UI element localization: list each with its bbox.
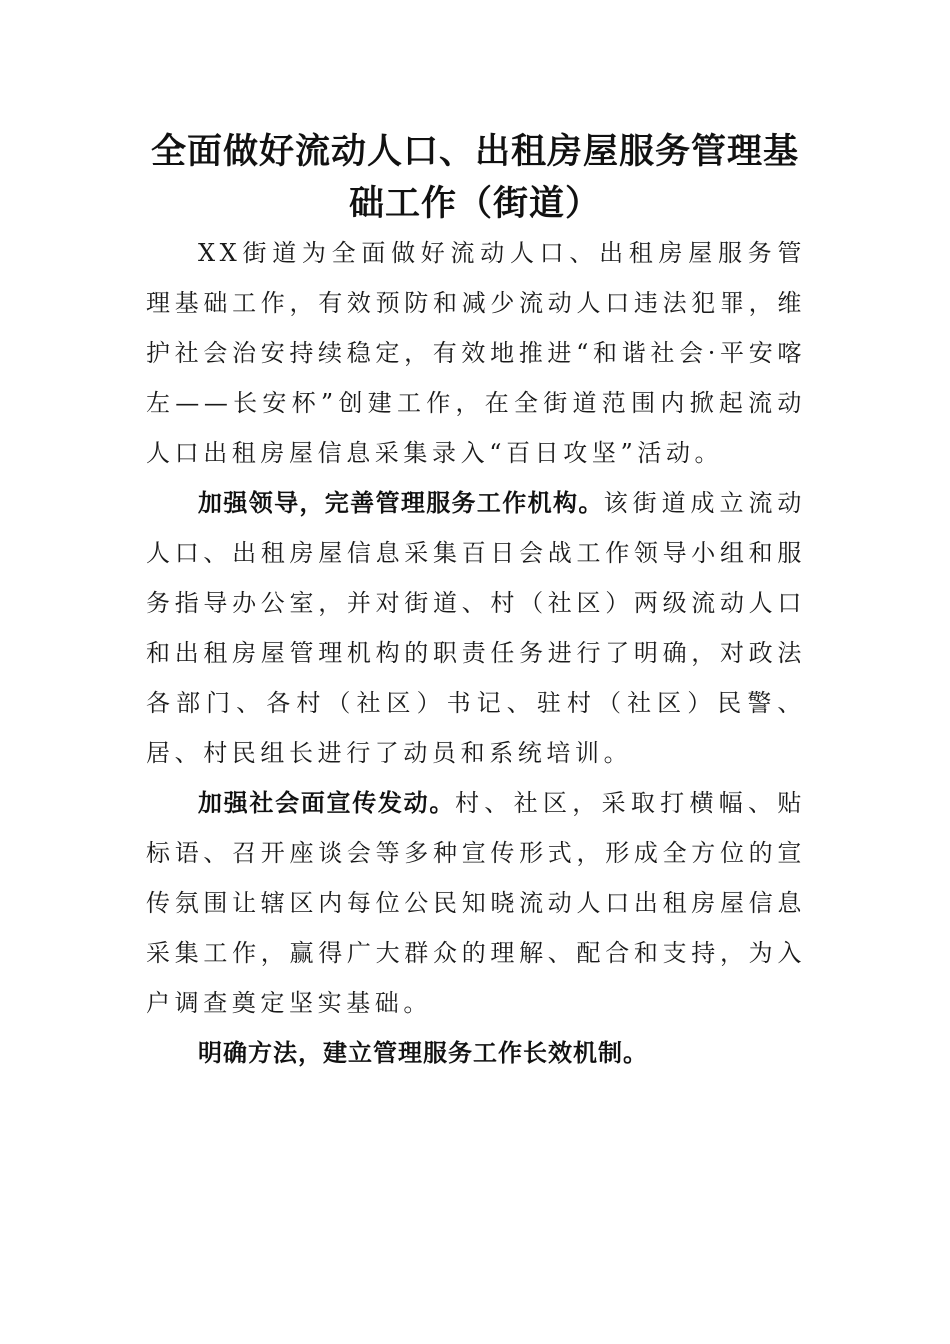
paragraph-lead: 加强社会面宣传发动。 [198,789,456,817]
paragraph-text: 村、社区，采取打横幅、贴标语、召开座谈会等多种宣传形式，形成全方位的宣传氛围让辖区内每位公民知晓流动人口出租房屋信息采集工作，赢得广大群众的理解、配合和支持，为入户调查奠定坚实基础。 [146,789,806,1017]
paragraph-leadership [146,478,806,778]
paragraph-lead: 明确方法，建立管理服务工作长效机制。 [198,1039,648,1067]
paragraph-lead: 加强领导，完善管理服务工作机构。 [198,489,604,517]
document-body [146,228,806,1078]
document-title: 全面做好流动人口、出租房屋服务管理基础工作（街道） [150,132,799,224]
paragraph-publicity [146,778,806,1028]
paragraph-methods [146,1028,806,1078]
paragraph-text: XX街道为全面做好流动人口、出租房屋服务管理基础工作，有效预防和减少流动人口违法犯罪，维护社会治安持续稳定，有效地推进“和谐社会·平安喀左——长安杯”创建工作，在全街道范围内掀起流动人口出租房屋信息采集录入“百日攻坚”活动。 [146,239,806,467]
paragraph-text: 该街道成立流动人口、出租房屋信息采集百日会战工作领导小组和服务指导办公室，并对街道、村（社区）两级流动人口和出租房屋管理机构的职责任务进行了明确，对政法各部门、各村（社区）书记、驻村（社区）民警、居、村民组长进行了动员和系统培训。 [146,489,806,767]
paragraph-intro [146,228,806,478]
